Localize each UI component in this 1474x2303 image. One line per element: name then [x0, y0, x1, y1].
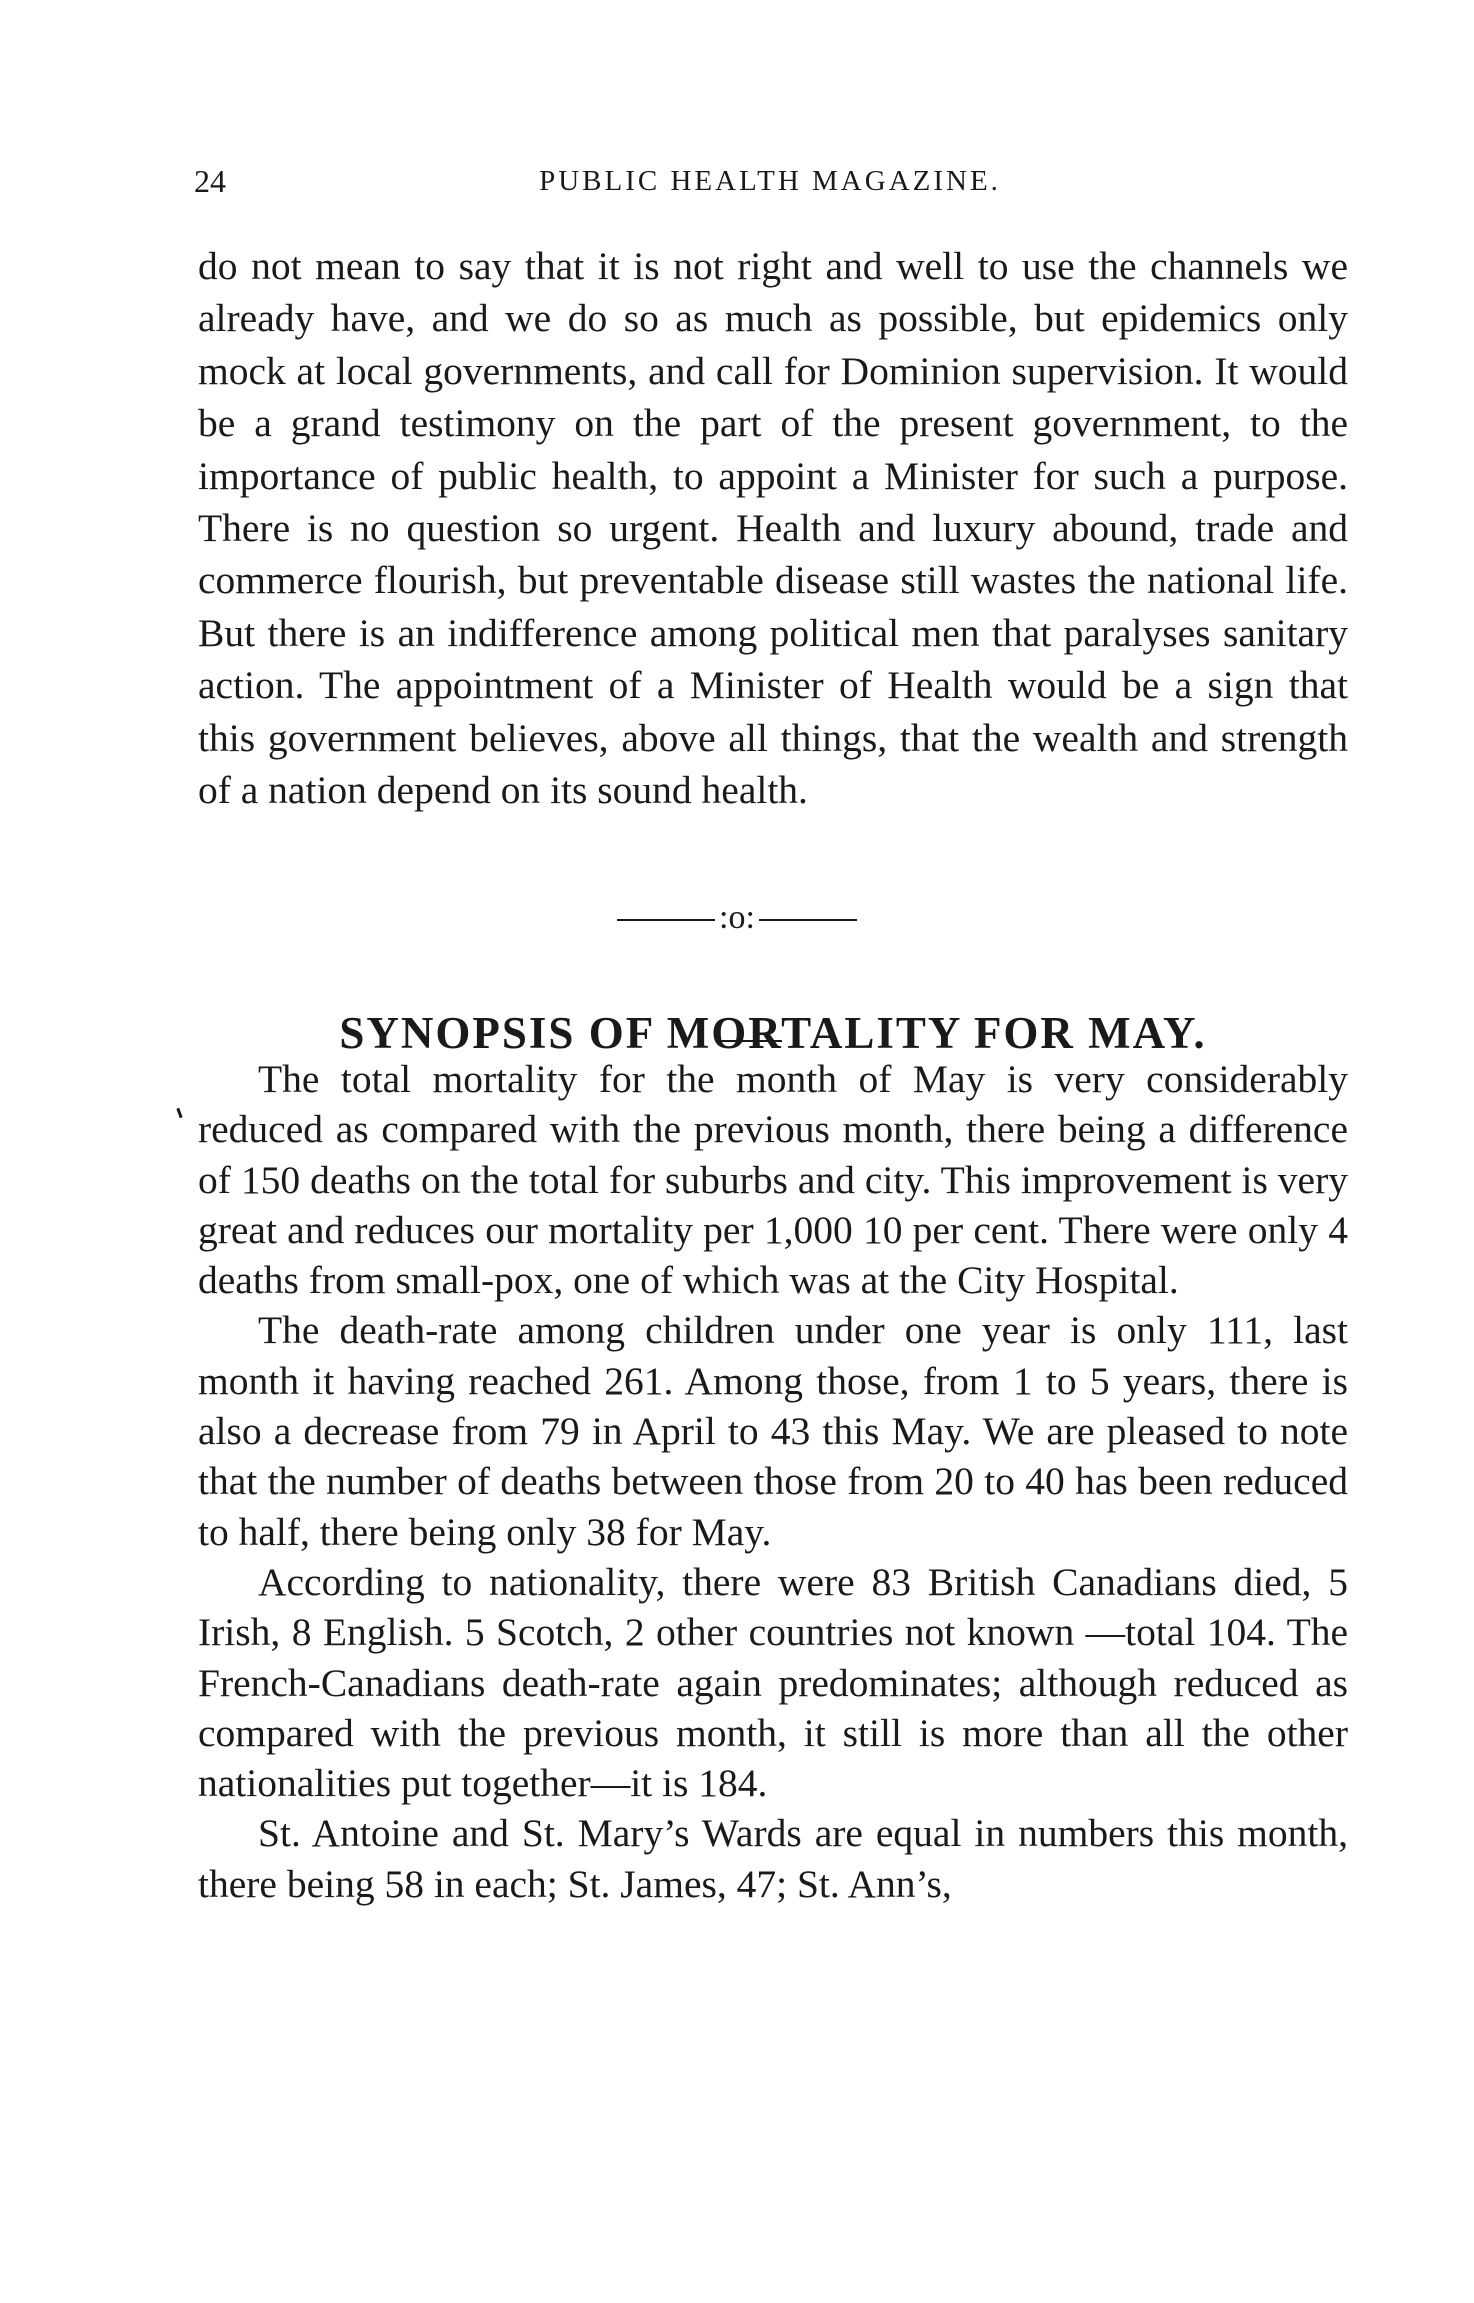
ornament-rule-left [617, 919, 715, 921]
synopsis-paragraph-4: St. Antoine and St. Mary’s Wards are equal in numbers this month, there being 58 in each; St. James, 47; St. Ann’s, [198, 1811, 1348, 1906]
running-head [192, 158, 1348, 204]
synopsis-paragraph-1: The total mortality for the month of May is very considerably reduced as compared with the previous month, there being a difference of 150 deaths on the total for suburbs and city. This improvement is very great and reduces our mortality per 1,000 10 per cent. There were only 4 deaths from small-pox, one of which was at the City Hospital. [198, 1057, 1348, 1303]
running-title: PUBLIC HEALTH MAGAZINE. [539, 165, 1001, 197]
print-blemish [176, 1108, 182, 1118]
continued-text-block [198, 240, 1348, 816]
section-heading: SYNOPSIS OF MORTALITY FOR MAY. [339, 1008, 1207, 1059]
ornament-glyph: :o: [719, 899, 755, 936]
continuation-paragraph: do not mean to say that it is not right and well to use the channels we already have, and we do so as much as possible, but epidemics only mock at local governments, and call for Dominion supervision. It would be a grand testimony on the part of the present government, to the importance of public health, to appoint a Minister for such a purpose. There is no question so urgent. Health and luxury abound, trade and commerce flourish, but preventable disease still wastes the national life. But there is an indifference among political men that paralyses sanitary action. The appointment of a Minister of Health would be a sign that this government believes, above all things, that the wealth and strength of a nation depend on its sound health. [198, 244, 1348, 813]
heading-underline-rule [716, 1040, 782, 1042]
synopsis-paragraph-2: The death-rate among children under one year is only 111, last month it having reached 261. Among those, from 1 to 5 years, there is also a decrease from 79 in April to 43 this May. We are pleased to note that the number of deaths between those from 20 to 40 has been reduced to half, there being only 38 for May. [198, 1308, 1348, 1554]
ornament-rule-right [759, 919, 857, 921]
section-divider-ornament [0, 898, 1474, 938]
synopsis-text-block [198, 1054, 1348, 1909]
page-number: 24 [194, 163, 226, 199]
synopsis-paragraph-3: According to nationality, there were 83 British Canadians died, 5 Irish, 8 English. 5 Scotch, 2 other countries not known —total 104. The French-Canadians death-rate again predominates; although reduced as compared with the previous month, it still is more than all the other nationalities put together—it is 184. [198, 1559, 1348, 1806]
